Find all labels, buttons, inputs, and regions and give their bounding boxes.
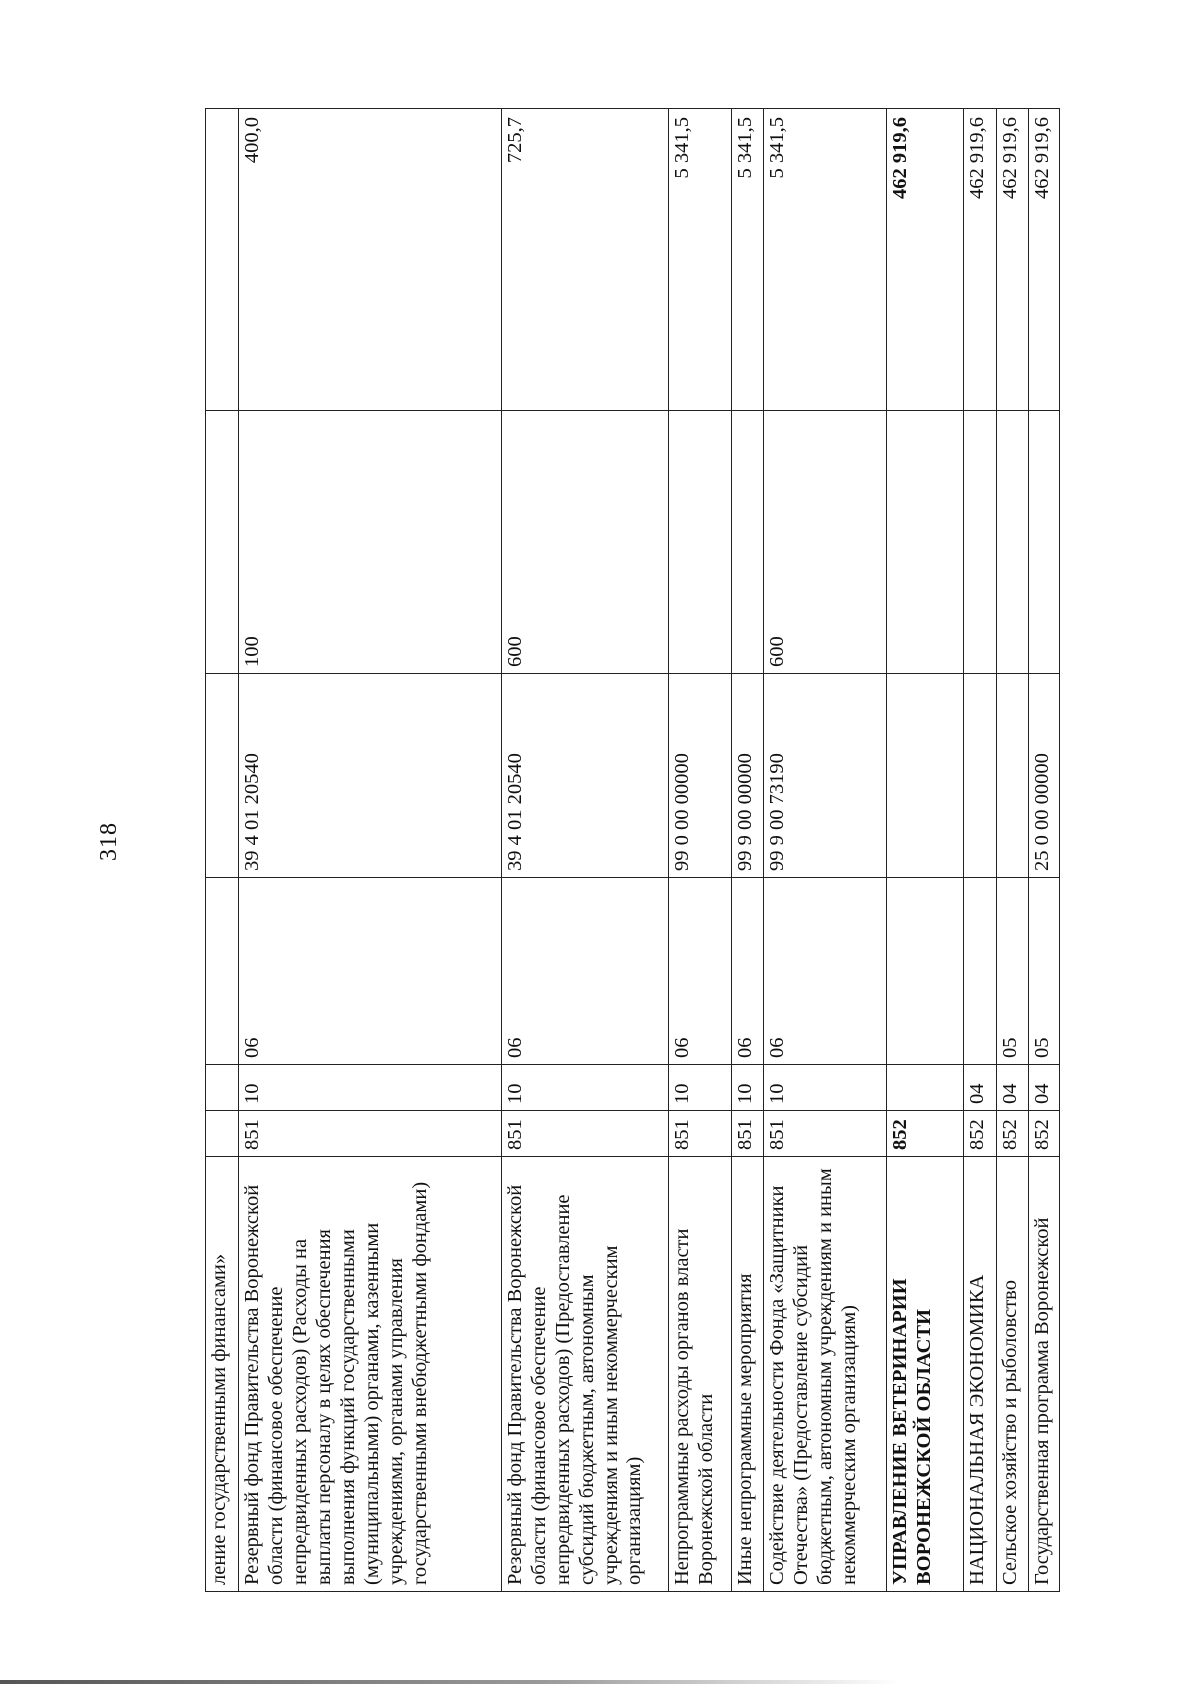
row-name: Иные непрограммные мероприятия	[731, 1157, 764, 1592]
cell-gr: 851	[501, 1111, 669, 1157]
cell-rz: 04	[996, 1065, 1029, 1111]
cell-pr: 06	[764, 878, 887, 1065]
table-row	[1029, 109, 1060, 1592]
cell-csr	[996, 674, 1029, 878]
cell-csr: 99 9 00 73190	[764, 674, 887, 878]
cell-amount: 462 919,6	[996, 109, 1029, 411]
cell-gr: 851	[669, 1111, 731, 1157]
cell-gr: 851	[238, 1111, 501, 1157]
cell-vr	[669, 411, 731, 674]
cell-gr	[206, 1111, 239, 1157]
cell-csr: 25 0 00 00000	[1029, 674, 1060, 878]
cell-vr	[731, 411, 764, 674]
cell-csr: 39 4 01 20540	[238, 674, 501, 878]
row-name: Сельское хозяйство и рыболовство	[996, 1157, 1029, 1592]
table-row	[206, 109, 239, 1592]
row-name: НАЦИОНАЛЬНАЯ ЭКОНОМИКА	[963, 1157, 996, 1592]
cell-vr	[996, 411, 1029, 674]
cell-gr: 852	[1029, 1111, 1060, 1157]
row-name: ление государственными финансами»	[206, 1157, 239, 1592]
scan-edge-line	[0, 1680, 900, 1684]
row-name: Непрограммные расходы органов власти Воронежской области	[669, 1157, 731, 1592]
cell-rz: 10	[731, 1065, 764, 1111]
cell-vr: 100	[238, 411, 501, 674]
rotated-document	[205, 109, 1060, 1592]
cell-pr: 06	[731, 878, 764, 1065]
cell-pr: 05	[996, 878, 1029, 1065]
cell-amount	[206, 109, 239, 411]
cell-rz: 04	[1029, 1065, 1060, 1111]
page-number: 318	[96, 822, 122, 861]
row-name: Содействие деятельности Фонда «Защитники Отечества» (Предоставление субсидий бюджетным, автономным учреждениям и иным некоммерческим организациям)	[764, 1157, 887, 1592]
cell-csr: 99 9 00 00000	[731, 674, 764, 878]
cell-pr	[887, 878, 964, 1065]
table-row	[731, 109, 764, 1592]
budget-table	[205, 108, 1060, 1592]
cell-pr	[206, 878, 239, 1065]
cell-rz: 10	[501, 1065, 669, 1111]
cell-rz	[887, 1065, 964, 1111]
cell-csr	[206, 674, 239, 878]
cell-rz: 10	[669, 1065, 731, 1111]
cell-gr: 851	[731, 1111, 764, 1157]
cell-rz	[206, 1065, 239, 1111]
cell-gr: 852	[996, 1111, 1029, 1157]
cell-amount: 462 919,6	[1029, 109, 1060, 411]
table-row	[238, 109, 501, 1592]
row-name: Резервный фонд Правительства Воронежской области (финансовое обеспечение непредвиденных расходов) (Предоставление субсидий бюджетным, автономным учреждениям и иным некоммерческим организациям)	[501, 1157, 669, 1592]
cell-gr: 852	[963, 1111, 996, 1157]
table-row	[764, 109, 887, 1592]
cell-vr: 600	[501, 411, 669, 674]
cell-csr: 39 4 01 20540	[501, 674, 669, 878]
cell-amount: 5 341,5	[764, 109, 887, 411]
cell-vr	[963, 411, 996, 674]
cell-rz: 10	[764, 1065, 887, 1111]
cell-pr: 05	[1029, 878, 1060, 1065]
row-name: Резервный фонд Правительства Воронежской области (финансовое обеспечение непредвиденных расходов) (Расходы на выплаты персоналу в целях обеспечения выполнения функций государственными (муниципальными) органами, казенными учреждениями, органами управления государственными внебюджетными фондами)	[238, 1157, 501, 1592]
table-row	[996, 109, 1029, 1592]
cell-rz: 10	[238, 1065, 501, 1111]
cell-vr: 600	[764, 411, 887, 674]
cell-amount: 462 919,6	[887, 109, 964, 411]
row-name: Государственная программа Воронежской	[1029, 1157, 1060, 1592]
cell-amount: 725,7	[501, 109, 669, 411]
cell-gr: 851	[764, 1111, 887, 1157]
cell-pr: 06	[669, 878, 731, 1065]
cell-pr: 06	[501, 878, 669, 1065]
cell-vr	[206, 411, 239, 674]
cell-amount: 462 919,6	[963, 109, 996, 411]
cell-csr	[963, 674, 996, 878]
cell-amount: 5 341,5	[669, 109, 731, 411]
cell-rz: 04	[963, 1065, 996, 1111]
cell-pr: 06	[238, 878, 501, 1065]
cell-csr	[887, 674, 964, 878]
cell-amount: 5 341,5	[731, 109, 764, 411]
table-row	[963, 109, 996, 1592]
row-name: УПРАВЛЕНИЕ ВЕТЕРИНАРИИ ВОРОНЕЖСКОЙ ОБЛАСТИ	[887, 1157, 964, 1592]
table-row	[501, 109, 669, 1592]
cell-vr	[887, 411, 964, 674]
cell-pr	[963, 878, 996, 1065]
cell-vr	[1029, 411, 1060, 674]
cell-amount: 400,0	[238, 109, 501, 411]
cell-gr: 852	[887, 1111, 964, 1157]
table-row	[669, 109, 731, 1592]
table-row	[887, 109, 964, 1592]
cell-csr: 99 0 00 00000	[669, 674, 731, 878]
